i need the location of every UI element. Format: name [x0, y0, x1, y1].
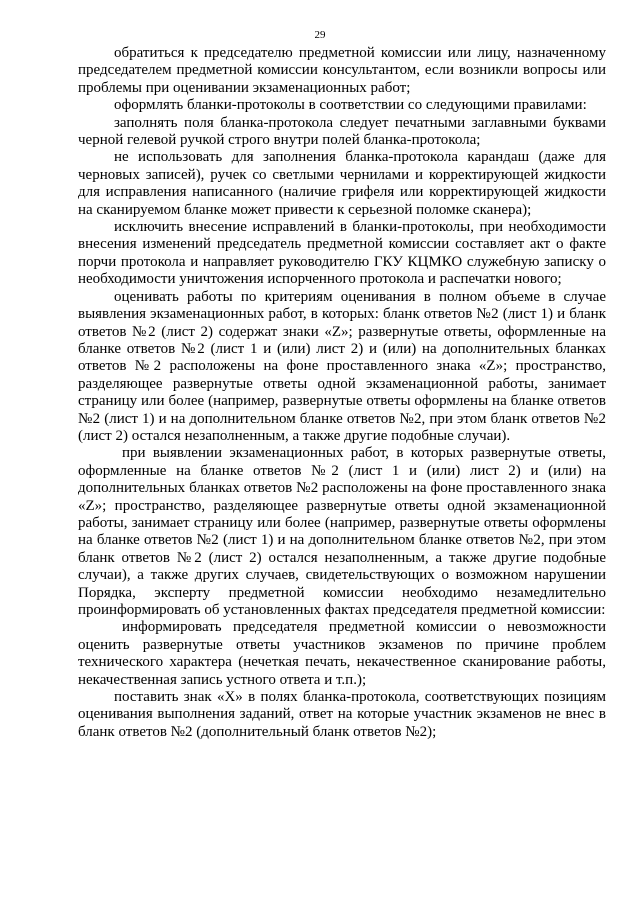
- paragraph-violation-report: при выявлении экзаменационных работ, в которых развернутые ответы, оформленные на бланке ответов №2 (лист 1 и (или) лист 2) и (или) на дополнительных бланках ответов №2 расположены на фоне проставленного знака «Z»; пространство, разделяющее развернутые ответы одной экзаменационной работы, занимает страницу или более (например, развернутые ответы оформлены на бланке ответов №2 (лист 1) и на дополнительном бланке ответов №2, при этом бланк ответов №2 (лист 2) остался незаполненным, а также другие подобные случаи), а также других случаев, свидетельствующих о возможном нарушении Порядка, эксперту предметной комиссии необходимо незамедлительно проинформировать об установленных фактах председателя предметной комиссии:: [78, 445, 606, 618]
- paragraph-protocol-rules: оформлять бланки-протоколы в соответствии со следующими правилами:: [114, 97, 587, 114]
- paragraph-no-corrections: исключить внесение исправлений в бланки-протоколы, при необходимости внесения изменений председатель предметной комиссии составляет акт о факте порчи протокола и направляет руководителю ГКУ КЦМКО служебную записку о необходимости уничтожения испорченного протокола и распечатки нового;: [78, 219, 606, 288]
- page-number: 29: [314, 29, 326, 41]
- paragraph-fill-fields: заполнять поля бланка-протокола следует печатными заглавными буквами черной гелевой ручкой строго внутри полей бланка-протокола;: [78, 114, 606, 149]
- document-body: [78, 45, 606, 741]
- paragraph-full-evaluation: оценивать работы по критериям оценивания в полном объеме в случае выявления экзаменационных работ, в которых: бланк ответов №2 (лист 1) и бланк ответов №2 (лист 2) содержат знаки «Z»; развернутые ответы, оформленные на бланке ответов №2 (лист 1 и (или) лист 2) и (или) на дополнительных бланках ответов №2 расположены на фоне проставленного знака «Z»; пространство, разделяющее развернутые ответы одной экзаменационной работы, занимает страницу или более (например, развернутые ответы оформлены на бланке ответов №2 (лист 1) и на дополнительном бланке ответов №2, при этом бланк ответов №2 (лист 2) остался незаполненным, а также другие подобные случаи).: [78, 288, 606, 444]
- paragraph-consult-chairman: обратиться к председателю предметной комиссии или лицу, назначенному председателем предметной комиссии консультантом, если возникли вопросы или проблемы при оценивании экзаменационных работ;: [78, 45, 606, 96]
- paragraph-mark-x: поставить знак «X» в полях бланка-протокола, соответствующих позициям оценивания выполнения заданий, ответ на которые участник экзаменов не внес в бланк ответов №2 (дополнительный бланк ответов №2);: [78, 689, 606, 740]
- paragraph-no-pencil: не использовать для заполнения бланка-протокола карандаш (даже для черновых записей), ручек со светлыми чернилами и корректирующей жидкости для исправления написанного (наличие грифеля или корректирующей жидкости на сканируемом бланке может привести к серьезной поломке сканера);: [78, 149, 606, 218]
- paragraph-inform-technical: информировать председателя предметной комиссии о невозможности оценить развернутые ответы участников экзаменов по причине проблем технического характера (нечеткая печать, некачественное сканирование работы, некачественная запись устного ответа и т.п.);: [78, 619, 606, 688]
